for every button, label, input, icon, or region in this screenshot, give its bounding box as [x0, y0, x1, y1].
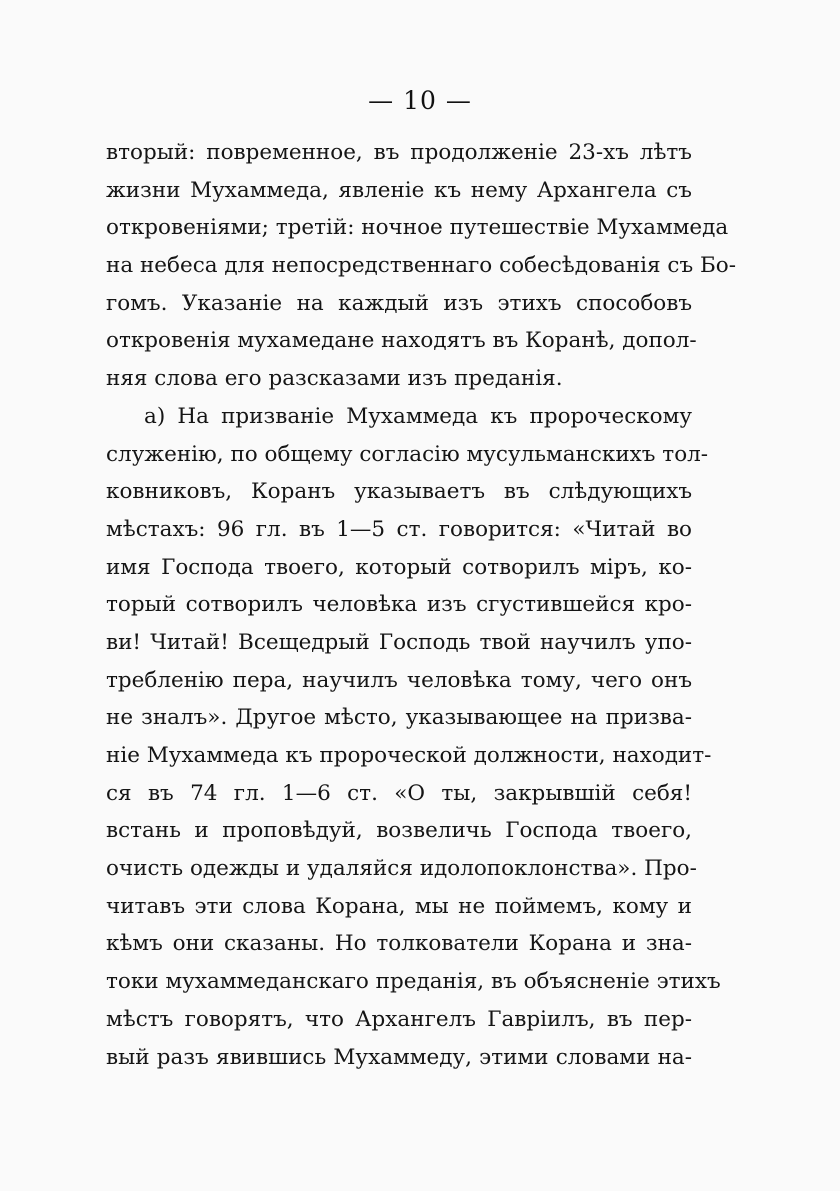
text-line: торый сотворилъ человѣка изъ сгустившейся кро-: [106, 592, 692, 618]
text-line: читавъ эти слова Корана, мы не поймемъ, кому и: [106, 893, 692, 919]
text-line: встань и проповѣдуй, возвеличь Господа твоего,: [106, 818, 692, 844]
text-line: откровеніями; третій: ночное путешествіе Мухаммеда: [106, 215, 729, 241]
text-line: треблeнію пера, научилъ человѣка тому, чего онъ: [106, 667, 692, 693]
text-line: вый разъ явившись Мухаммеду, этими словами на-: [106, 1044, 692, 1070]
text-line: няя слова его разсказами изъ преданія.: [106, 366, 563, 392]
text-line: мѣстахъ: 96 гл. въ 1—5 ст. говорится: «Читай во: [106, 516, 692, 542]
text-line: откровенія мухамедане находятъ въ Коранѣ, допол-: [106, 328, 697, 354]
text-line: мѣстъ говорятъ, что Архангелъ Гавріилъ, въ пер-: [106, 1006, 692, 1032]
text-line: вторый: повременное, въ продолженіе 23-хъ лѣтъ: [106, 140, 692, 165]
text-line: гомъ. Указаніе на каждый изъ этихъ способовъ: [106, 290, 692, 316]
text-line: кѣмъ они сказаны. Но толкователи Корана и зна-: [106, 931, 692, 957]
page-number: — 10 —: [368, 86, 472, 115]
text-line: жизни Мухаммеда, явленіе къ нему Архангела съ: [106, 177, 692, 203]
paragraph-first-line: а) На призваніе Мухаммеда къ пророческому: [144, 403, 692, 429]
text-line: ніе Мухаммеда къ пророческой должности, находит-: [106, 743, 712, 768]
text-line: на небеса для непосредственнаго собесѣдованія съ Бо-: [106, 253, 736, 279]
text-line: ковниковъ, Коранъ указываетъ въ слѣдующихъ: [106, 479, 692, 505]
text-line: ся въ 74 гл. 1—6 ст. «О ты, закрывшій себя!: [106, 780, 692, 806]
text-line: очисть одежды и удаляйся идолопоклонства». Про-: [106, 856, 697, 882]
text-line: не зналъ». Другое мѣсто, указывающее на призва-: [106, 705, 692, 731]
text-line: имя Господа твоего, который сотворилъ міръ, ко-: [106, 554, 692, 580]
text-line: служенію, по общему согласію мусульманскихъ тол-: [106, 441, 709, 467]
body-text: [106, 134, 736, 1076]
text-line: ви! Читай! Всещедрый Господь твой научилъ упо-: [106, 629, 692, 655]
text-line: токи мухаммеданскаго преданія, въ объясненіе этихъ: [106, 969, 721, 995]
